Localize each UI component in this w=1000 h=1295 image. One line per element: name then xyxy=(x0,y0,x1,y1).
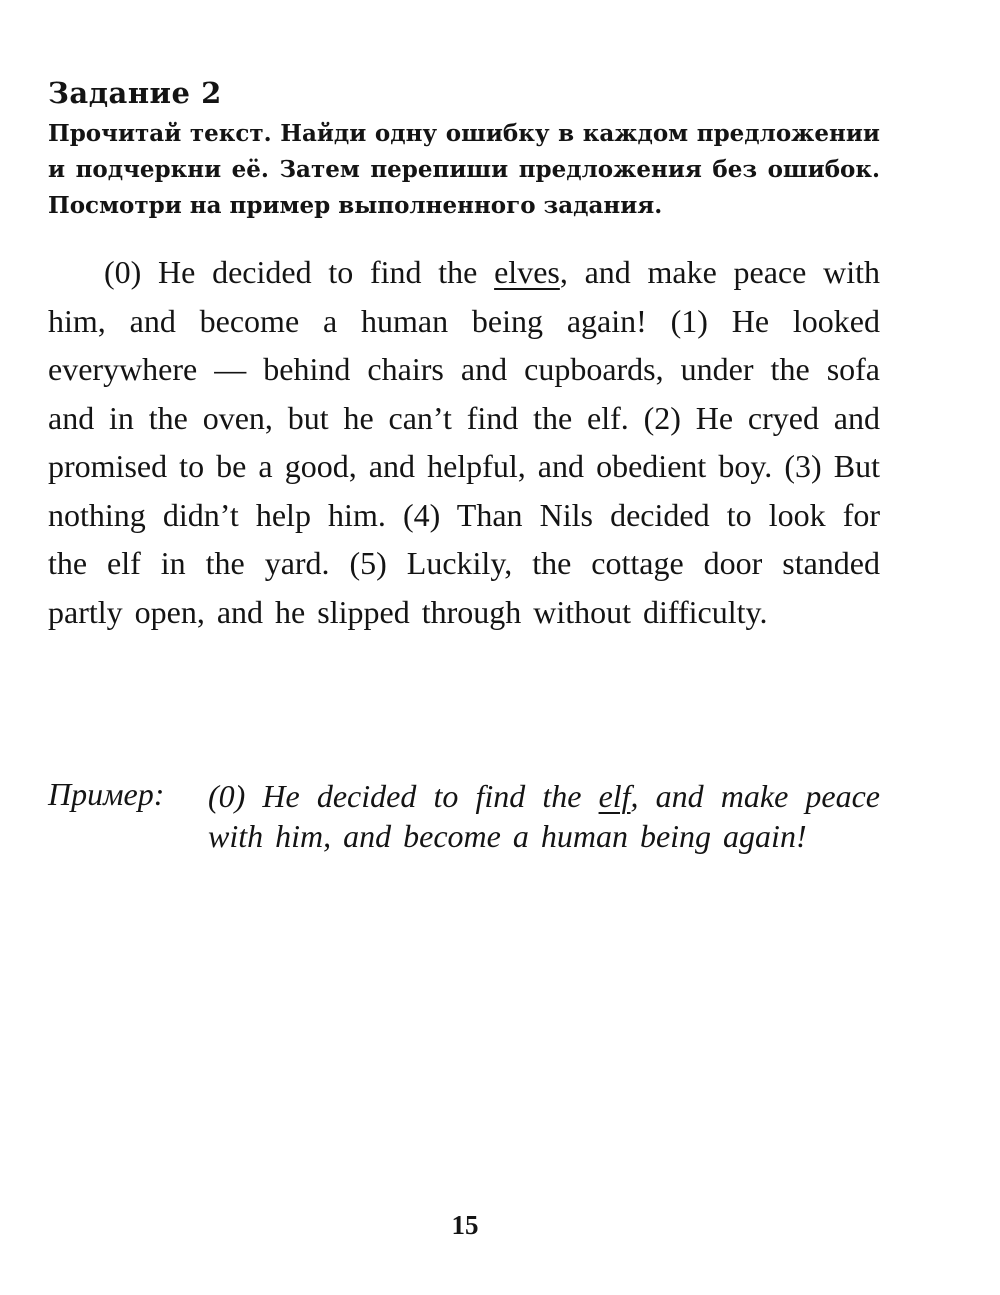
task-title: Задание 2 xyxy=(48,76,222,110)
underlined-error-word: elves xyxy=(494,254,560,290)
task-instructions: Прочитай текст. Найди одну ошибку в каждом предложении и подчеркни её. Затем перепиши предложения без ошибок. Посмотри на пример выполненного задания. xyxy=(48,120,880,219)
example-text-rest: , and make peace with him, and become a human being again! xyxy=(208,778,881,854)
page-number: 15 xyxy=(451,1210,479,1240)
underlined-corrected-word: elf xyxy=(598,778,631,814)
example-text-start: (0) He decided to find the xyxy=(208,778,599,814)
exercise-text-start: (0) He decided to find the xyxy=(104,254,495,290)
exercise-text-rest: , and make peace with him, and become a human being again! (1) He looked everywhere — behind chairs and cupboards, under the sofa and in the oven, but he can’t find the elf. (2) He cryed and promised to be a good, and helpful, and obedient boy. (3) But nothing didn’t help him. (4) Than Nils decided to look for the elf in the yard. (5) Luckily, the cottage door standed partly open, and he slipped through without difficulty. xyxy=(48,254,881,630)
example-sentence xyxy=(208,776,880,856)
exercise-text xyxy=(48,248,880,636)
example-label: Пример: xyxy=(48,776,165,812)
